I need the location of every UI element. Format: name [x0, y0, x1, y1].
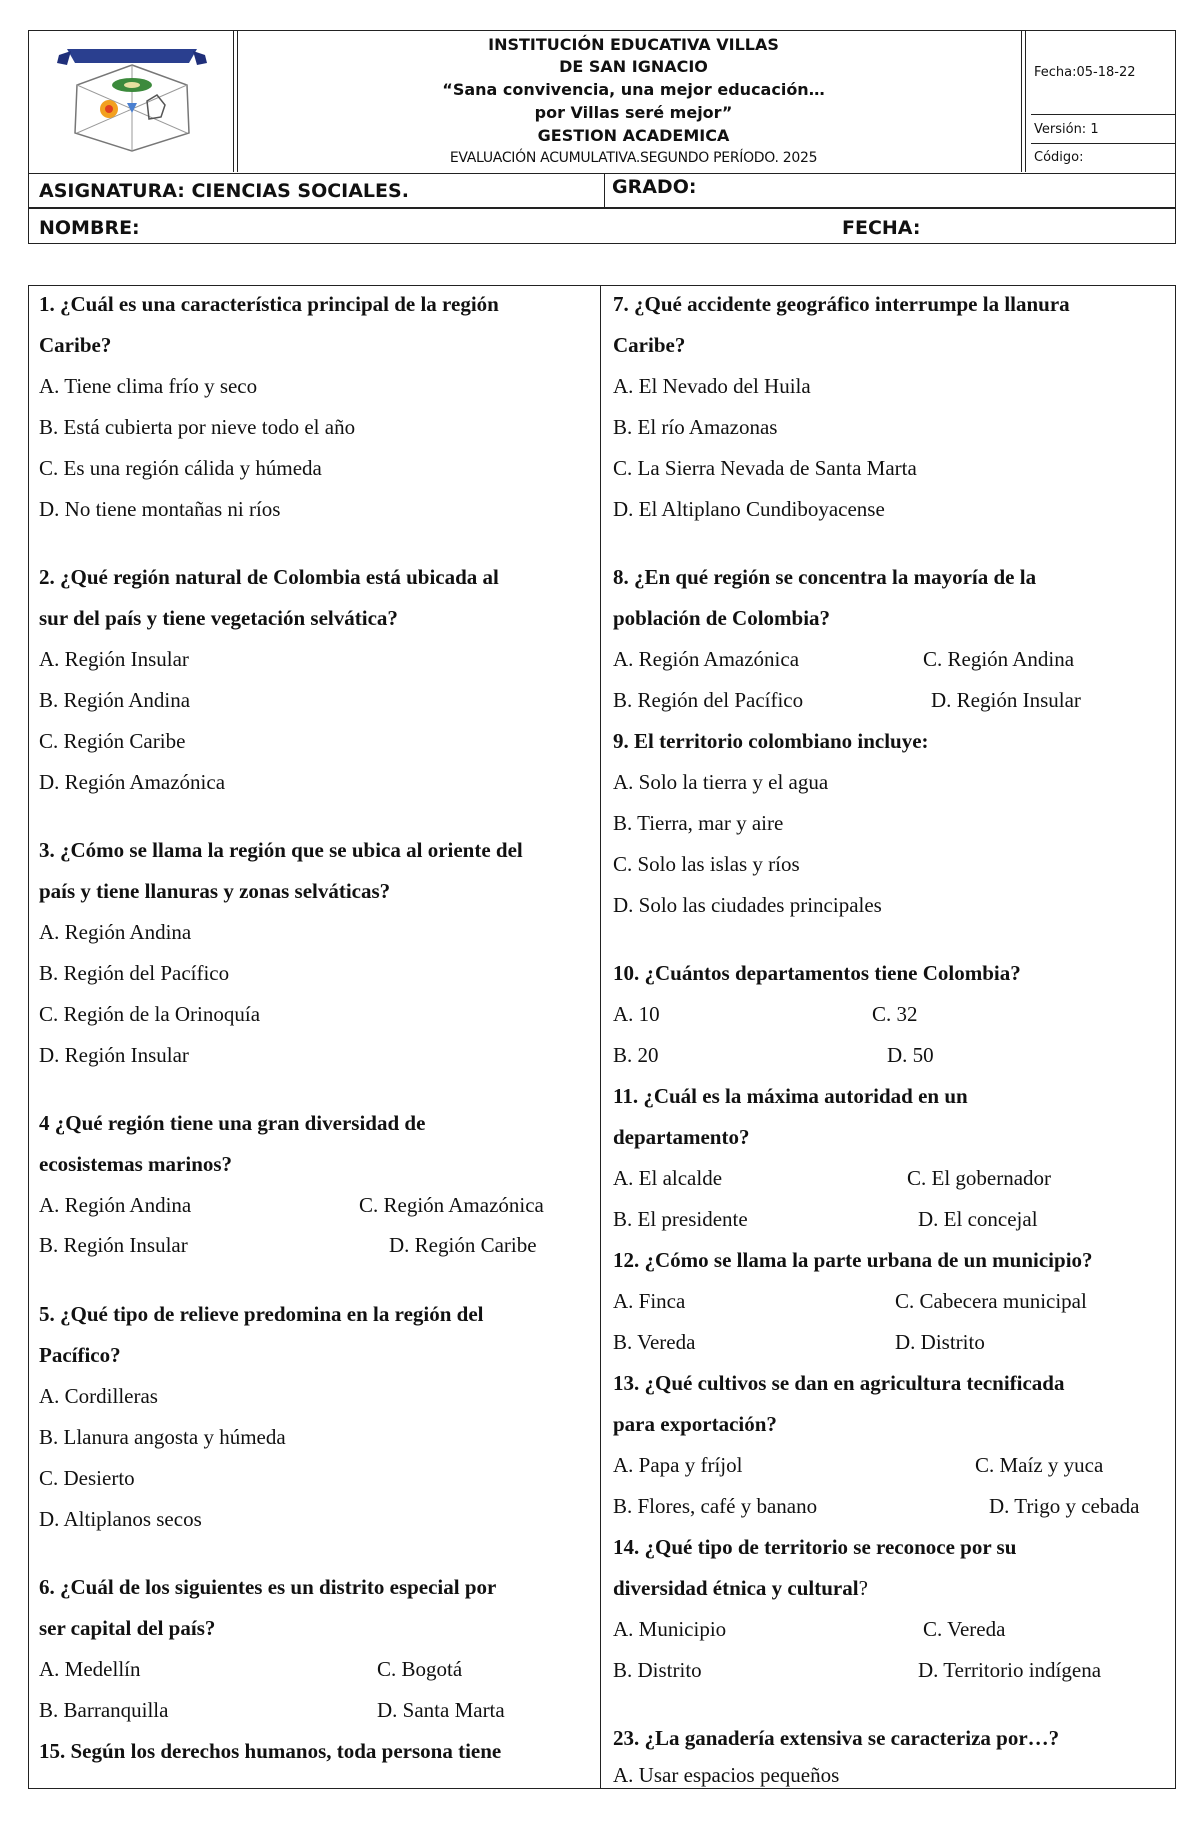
question-8-option-b[interactable]: B. Región del Pacífico	[613, 688, 804, 712]
question-6-option-c[interactable]: C. Bogotá	[377, 1657, 463, 1681]
question-11-option-a[interactable]: A. El alcalde	[613, 1166, 723, 1190]
question-1-option-b[interactable]: B. Está cubierta por nieve todo el año	[39, 415, 356, 439]
motto-line2: por Villas seré mejor”	[534, 103, 733, 122]
question-6-option-a[interactable]: A. Medellín	[39, 1657, 141, 1681]
question-2-option-b[interactable]: B. Región Andina	[39, 688, 191, 712]
question-14-text: 14. ¿Qué tipo de territorio se reconoce por su	[613, 1535, 1017, 1559]
question-1-option-a[interactable]: A. Tiene clima frío y seco	[39, 374, 258, 398]
question-10-option-c[interactable]: C. 32	[872, 1002, 918, 1026]
question-13-option-d[interactable]: D. Trigo y cebada	[989, 1494, 1140, 1518]
subject-row	[28, 174, 1176, 208]
question-6-text: 6. ¿Cuál de los siguientes es un distrito especial por	[39, 1575, 497, 1599]
question-6-text-cont: ser capital del país?	[39, 1616, 216, 1640]
question-9-text: 9. El territorio colombiano incluye:	[613, 729, 929, 753]
question-1-text: 1. ¿Cuál es una característica principal de la región	[39, 292, 499, 316]
date-field[interactable]: FECHA:	[842, 217, 921, 239]
question-11-text: 11. ¿Cuál es la máxima autoridad en un	[613, 1084, 968, 1108]
question-14-qmark: ?	[858, 1576, 868, 1600]
question-12-option-d[interactable]: D. Distrito	[895, 1330, 985, 1354]
question-2-text-cont: sur del país y tiene vegetación selvática?	[39, 606, 398, 630]
question-23-option-a[interactable]: A. Usar espacios pequeños	[613, 1763, 840, 1787]
questions-table	[28, 285, 1176, 1789]
question-14-option-c[interactable]: C. Vereda	[923, 1617, 1006, 1641]
question-2-option-d[interactable]: D. Región Amazónica	[39, 770, 226, 794]
question-6-option-b[interactable]: B. Barranquilla	[39, 1698, 169, 1722]
question-5-text: 5. ¿Qué tipo de relieve predomina en la región del	[39, 1302, 484, 1326]
question-5-text-cont: Pacífico?	[39, 1343, 121, 1367]
question-13-option-b[interactable]: B. Flores, café y banano	[613, 1494, 818, 1518]
name-row	[28, 208, 1176, 244]
question-8-option-c[interactable]: C. Región Andina	[923, 647, 1075, 671]
question-2-option-a[interactable]: A. Región Insular	[39, 647, 189, 671]
question-9-option-a[interactable]: A. Solo la tierra y el agua	[613, 770, 829, 794]
question-7-option-a[interactable]: A. El Nevado del Huila	[613, 374, 811, 398]
question-3-option-b[interactable]: B. Región del Pacífico	[39, 961, 230, 985]
school-logo	[57, 41, 207, 153]
question-11-option-d[interactable]: D. El concejal	[918, 1207, 1038, 1231]
question-12-text: 12. ¿Cómo se llama la parte urbana de un municipio?	[613, 1248, 1093, 1272]
question-4-option-c[interactable]: C. Región Amazónica	[359, 1193, 544, 1217]
motto-line1: “Sana convivencia, una mejor educación…	[442, 80, 825, 99]
question-13-text: 13. ¿Qué cultivos se dan en agricultura tecnificada	[613, 1371, 1065, 1395]
question-7-option-d[interactable]: D. El Altiplano Cundiboyacense	[613, 497, 885, 521]
question-9-option-b[interactable]: B. Tierra, mar y aire	[613, 811, 784, 835]
institution-name-line2: DE SAN IGNACIO	[559, 57, 708, 76]
question-4-text-cont: ecosistemas marinos?	[39, 1152, 233, 1176]
question-7-text: 7. ¿Qué accidente geográfico interrumpe la llanura	[613, 292, 1070, 316]
question-8-option-a[interactable]: A. Región Amazónica	[613, 647, 800, 671]
question-9-option-c[interactable]: C. Solo las islas y ríos	[613, 852, 800, 876]
document-meta	[1031, 31, 1175, 172]
question-14-option-a[interactable]: A. Municipio	[613, 1617, 727, 1641]
question-12-option-a[interactable]: A. Finca	[613, 1289, 686, 1313]
meta-version: Versión: 1	[1031, 115, 1175, 144]
question-7-option-b[interactable]: B. El río Amazonas	[613, 415, 778, 439]
question-7-option-c[interactable]: C. La Sierra Nevada de Santa Marta	[613, 456, 917, 480]
question-4-option-a[interactable]: A. Región Andina	[39, 1193, 192, 1217]
department-label: GESTION ACADEMICA	[537, 126, 730, 145]
question-13-option-c[interactable]: C. Maíz y yuca	[975, 1453, 1104, 1477]
meta-code: Código:	[1034, 150, 1084, 165]
question-10-option-b[interactable]: B. 20	[613, 1043, 659, 1067]
question-14-text-cont: diversidad étnica y cultural	[613, 1576, 859, 1600]
logo-cell	[29, 31, 238, 172]
question-15-text: 15. Según los derechos humanos, toda persona tiene	[39, 1739, 502, 1763]
question-7-text-cont: Caribe?	[613, 333, 686, 357]
name-field[interactable]: NOMBRE:	[39, 217, 140, 239]
question-2-text: 2. ¿Qué región natural de Colombia está ubicada al	[39, 565, 499, 589]
question-8-text-cont: población de Colombia?	[613, 606, 831, 630]
institution-name-line1: INSTITUCIÓN EDUCATIVA VILLAS	[488, 35, 779, 54]
question-10-option-d[interactable]: D. 50	[887, 1043, 934, 1067]
question-3-text-cont: país y tiene llanuras y zonas selváticas?	[39, 879, 391, 903]
question-10-option-a[interactable]: A. 10	[613, 1002, 660, 1026]
question-8-option-d[interactable]: D. Región Insular	[931, 688, 1081, 712]
subject-label: ASIGNATURA: CIENCIAS SOCIALES.	[39, 180, 409, 202]
question-1-option-d[interactable]: D. No tiene montañas ni ríos	[39, 497, 281, 521]
evaluation-label: EVALUACIÓN ACUMULATIVA.SEGUNDO PERÍODO. 2025	[449, 150, 818, 166]
question-11-text-cont: departamento?	[613, 1125, 750, 1149]
question-23-text: 23. ¿La ganadería extensiva se caracteriza por…?	[613, 1726, 1060, 1750]
question-6-option-d[interactable]: D. Santa Marta	[377, 1698, 505, 1722]
question-5-option-d[interactable]: D. Altiplanos secos	[39, 1507, 202, 1531]
document-header	[28, 30, 1176, 174]
question-14-option-d[interactable]: D. Territorio indígena	[918, 1658, 1102, 1682]
question-4-option-b[interactable]: B. Región Insular	[39, 1233, 188, 1257]
question-3-option-c[interactable]: C. Región de la Orinoquía	[39, 1002, 261, 1026]
question-5-option-b[interactable]: B. Llanura angosta y húmeda	[39, 1425, 286, 1449]
question-11-option-b[interactable]: B. El presidente	[613, 1207, 748, 1231]
question-14-text-cont-wrap	[613, 1576, 868, 1600]
logo-banner	[67, 49, 197, 63]
question-12-option-c[interactable]: C. Cabecera municipal	[895, 1289, 1087, 1313]
question-3-text: 3. ¿Cómo se llama la región que se ubica al oriente del	[39, 838, 523, 862]
question-5-option-c[interactable]: C. Desierto	[39, 1466, 135, 1490]
meta-date: Fecha:05-18-22	[1031, 31, 1175, 115]
question-12-option-b[interactable]: B. Vereda	[613, 1330, 696, 1354]
question-10-text: 10. ¿Cuántos departamentos tiene Colombia?	[613, 961, 1021, 985]
question-3-option-d[interactable]: D. Región Insular	[39, 1043, 189, 1067]
question-8-text: 8. ¿En qué región se concentra la mayoría de la	[613, 565, 1037, 589]
question-14-option-b[interactable]: B. Distrito	[613, 1658, 702, 1682]
question-13-text-cont: para exportación?	[613, 1412, 777, 1436]
institution-title-cell	[242, 31, 1026, 172]
question-9-option-d[interactable]: D. Solo las ciudades principales	[613, 893, 882, 917]
question-13-option-a[interactable]: A. Papa y fríjol	[613, 1453, 743, 1477]
question-3-option-a[interactable]: A. Región Andina	[39, 920, 192, 944]
question-5-option-a[interactable]: A. Cordilleras	[39, 1384, 158, 1408]
question-4-option-d[interactable]: D. Región Caribe	[389, 1233, 537, 1257]
grade-field[interactable]: GRADO:	[612, 176, 697, 198]
question-2-option-c[interactable]: C. Región Caribe	[39, 729, 186, 753]
question-1-text-cont: Caribe?	[39, 333, 112, 357]
question-1-option-c[interactable]: C. Es una región cálida y húmeda	[39, 456, 322, 480]
question-11-option-c[interactable]: C. El gobernador	[907, 1166, 1052, 1190]
question-4-text: 4 ¿Qué región tiene una gran diversidad de	[39, 1111, 426, 1135]
